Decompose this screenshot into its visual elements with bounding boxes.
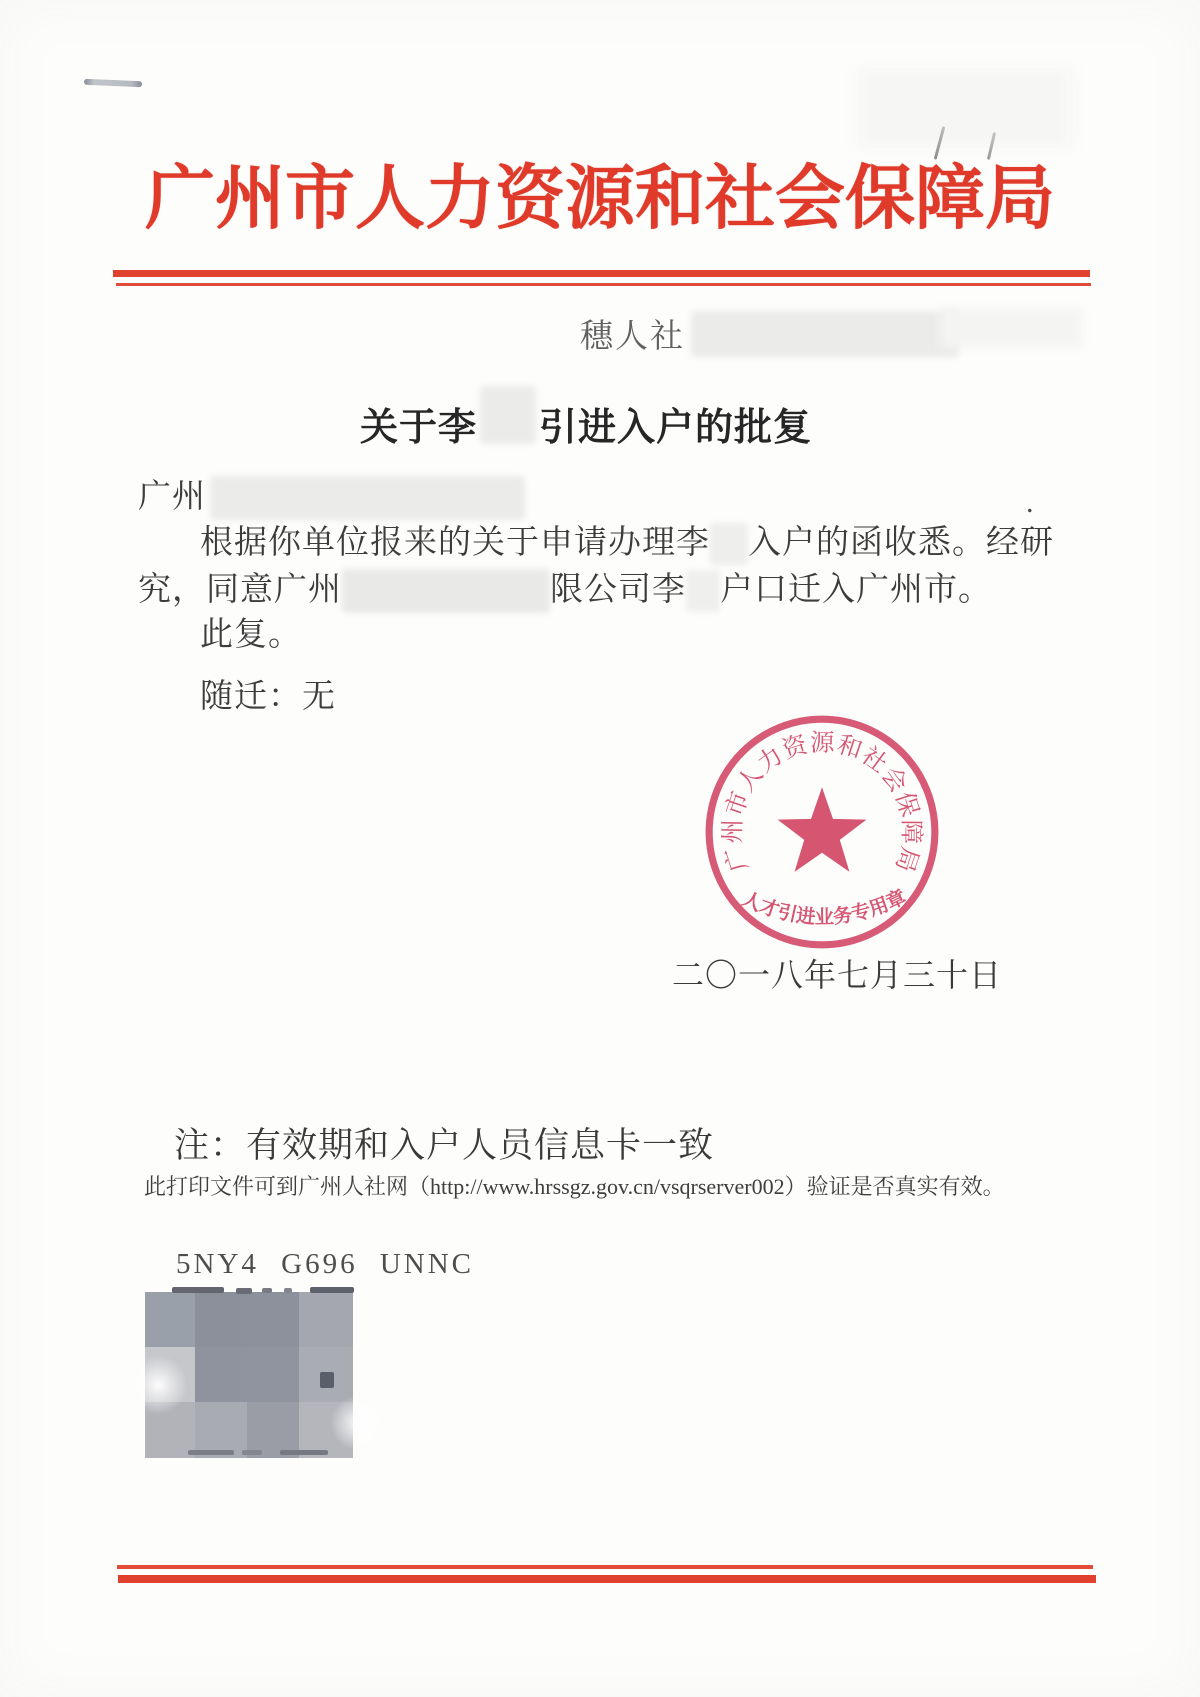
mosaic-glow [128,1355,188,1415]
company-redaction [342,569,550,613]
mosaic-cell [299,1292,353,1347]
agency-header-title: 广州市人力资源和社会保障局 [145,161,1055,238]
verification-line: 此打印文件可到广州人社网（http://www.hrssgz.gov.cn/vsqrserver002）验证是否真实有效。 [144,1174,1005,1199]
staple-mark [84,79,142,88]
document-title [360,394,812,452]
doc-number [580,310,959,357]
salutation-trailing-mark: . [1026,486,1034,519]
mosaic-artifact [320,1372,334,1388]
mosaic-glow [330,1395,386,1451]
mosaic-cell [247,1347,299,1402]
doc-number-redaction [691,311,959,357]
mosaic-cell [145,1292,195,1347]
paragraph-text: 究，同意广州 [138,572,342,609]
mosaic-artifact [188,1450,234,1455]
footer-rule-thick [118,1575,1096,1583]
paragraph-text: 根据你单位报来的关于申请办理李 [200,525,710,562]
mosaic-artifact [242,1450,262,1455]
mosaic-cell [195,1347,247,1402]
name-redaction [686,570,720,612]
title-name-redaction [480,386,536,444]
print-code: 5NY4 G696 UNNC [176,1248,474,1280]
header-rule-thin [116,283,1091,286]
doc-number-redaction-faint [940,308,1082,348]
body-paragraph-1 [200,523,1054,565]
salutation-redaction [210,476,525,520]
paragraph-text: 户口迁入广州市。 [720,572,992,609]
mosaic-artifact [262,1288,272,1293]
mosaic-cell [247,1292,299,1347]
stamp-star-icon [778,787,867,872]
body-paragraph-2 [138,569,992,613]
issue-date: 二〇一八年七月三十日 [672,957,1003,993]
paragraph-text: 入户的函收悉。经研 [748,525,1054,562]
stamp-caption: 人才引进业务专用章 [738,886,910,929]
note-line: 注：有效期和入户人员信息卡一致 [174,1126,715,1165]
mosaic-artifact [280,1450,328,1455]
mosaic-artifact [172,1287,224,1293]
footer-rule-thin [117,1565,1093,1569]
title-suffix: 引进入户的批复 [539,406,813,449]
title-prefix: 关于李 [360,406,478,449]
salutation-text: 广州 [138,479,206,516]
mosaic-artifact [236,1288,252,1294]
mosaic-cell [195,1292,247,1347]
header-rule-thick [113,270,1090,277]
corner-smudge [858,68,1073,148]
mosaic-artifact [310,1287,354,1293]
stamp-ring-text: 广州市人力资源和社会保障局 [719,729,925,877]
paragraph-text: 限公司李 [550,572,686,609]
official-stamp [700,710,944,954]
doc-number-prefix: 穗人社 [580,319,685,355]
name-redaction [710,523,748,565]
body-accompany: 随迁：无 [200,679,336,715]
body-salutation [138,476,525,520]
mosaic-artifact [284,1288,292,1293]
body-closing: 此复。 [200,617,302,653]
